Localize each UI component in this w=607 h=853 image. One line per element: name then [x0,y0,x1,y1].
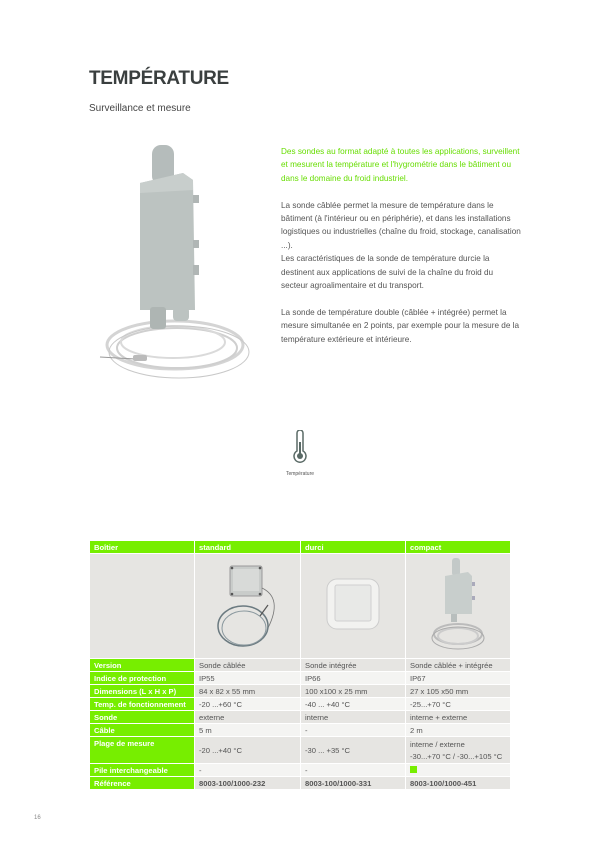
header-compact: compact [406,541,511,554]
table-row-cable: Câble 5 m - 2 m [90,724,511,737]
table-row-reference: Référence 8003-100/1000-232 8003-100/1000-331 8003-100/1000-451 [90,777,511,790]
table-row-operating-temp: Temp. de fonctionnement -20 ...+60 °C -40 ... +40 °C -25...+70 °C [90,698,511,711]
table-row-dimensions: Dimensions (L x H x P) 84 x 82 x 55 mm 100 x100 x 25 mm 27 x 105 x50 mm [90,685,511,698]
paragraph-rugged-sensor: Les caractéristiques de la sonde de température durcie la destinent aux applications de suivi de la chaîne du froid du secteur agroalimentaire et du transport. [281,254,494,291]
table-row-replaceable-battery: Pile interchangeable - - [90,764,511,777]
table-row-sonde: Sonde externe interne interne + externe [90,711,511,724]
intro-text: Des sondes au format adapté à toutes les applications, surveillent et mesurent la température et l'hygrométrie dans le bâtiment ou dans le domaine du froid industriel. [281,147,520,183]
feature-temperature [280,430,320,477]
table-row-protection: Indice de protection IP55 IP66 IP67 [90,672,511,685]
paragraph-double-sensor: La sonde de température double (câblée + intégrée) permet la mesure simultanée en 2 points, par exemple pour la mesure de la température extérieure et intérieure. [281,307,520,344]
product-image-compact-sensor [95,145,270,380]
page-title: TEMPÉRATURE [89,68,229,89]
header-boitier: Boîtier [90,541,195,554]
table-row-version: Version Sonde câblée Sonde intégrée Sonde câblée + intégrée [90,659,511,672]
thermometer-icon [292,430,308,464]
paragraph-cabled-sensor: La sonde câblée permet la mesure de température dans le bâtiment (à l'intérieur ou en périphérie), et dans les installations logistiques ou industrielles (chaîne du froid, stockage, canalisation ...). [281,200,521,250]
table-header-row [90,541,511,554]
yes-square-icon [410,766,417,773]
specs-table [89,540,511,790]
feature-label: Température [285,471,315,477]
product-image-compact [406,554,511,659]
header-standard: standard [195,541,301,554]
page-number: 16 [34,815,41,821]
description [281,145,521,359]
product-image-durci [301,554,406,659]
table-row-measure-range: Plage de mesure -20 ...+40 °C -30 ... +35 °C interne / externe -30...+70 °C / -30...+105 °C [90,737,511,764]
header-durci: durci [301,541,406,554]
product-image-standard [195,554,301,659]
table-image-row [90,554,511,659]
page-subtitle: Surveillance et mesure [89,103,191,114]
